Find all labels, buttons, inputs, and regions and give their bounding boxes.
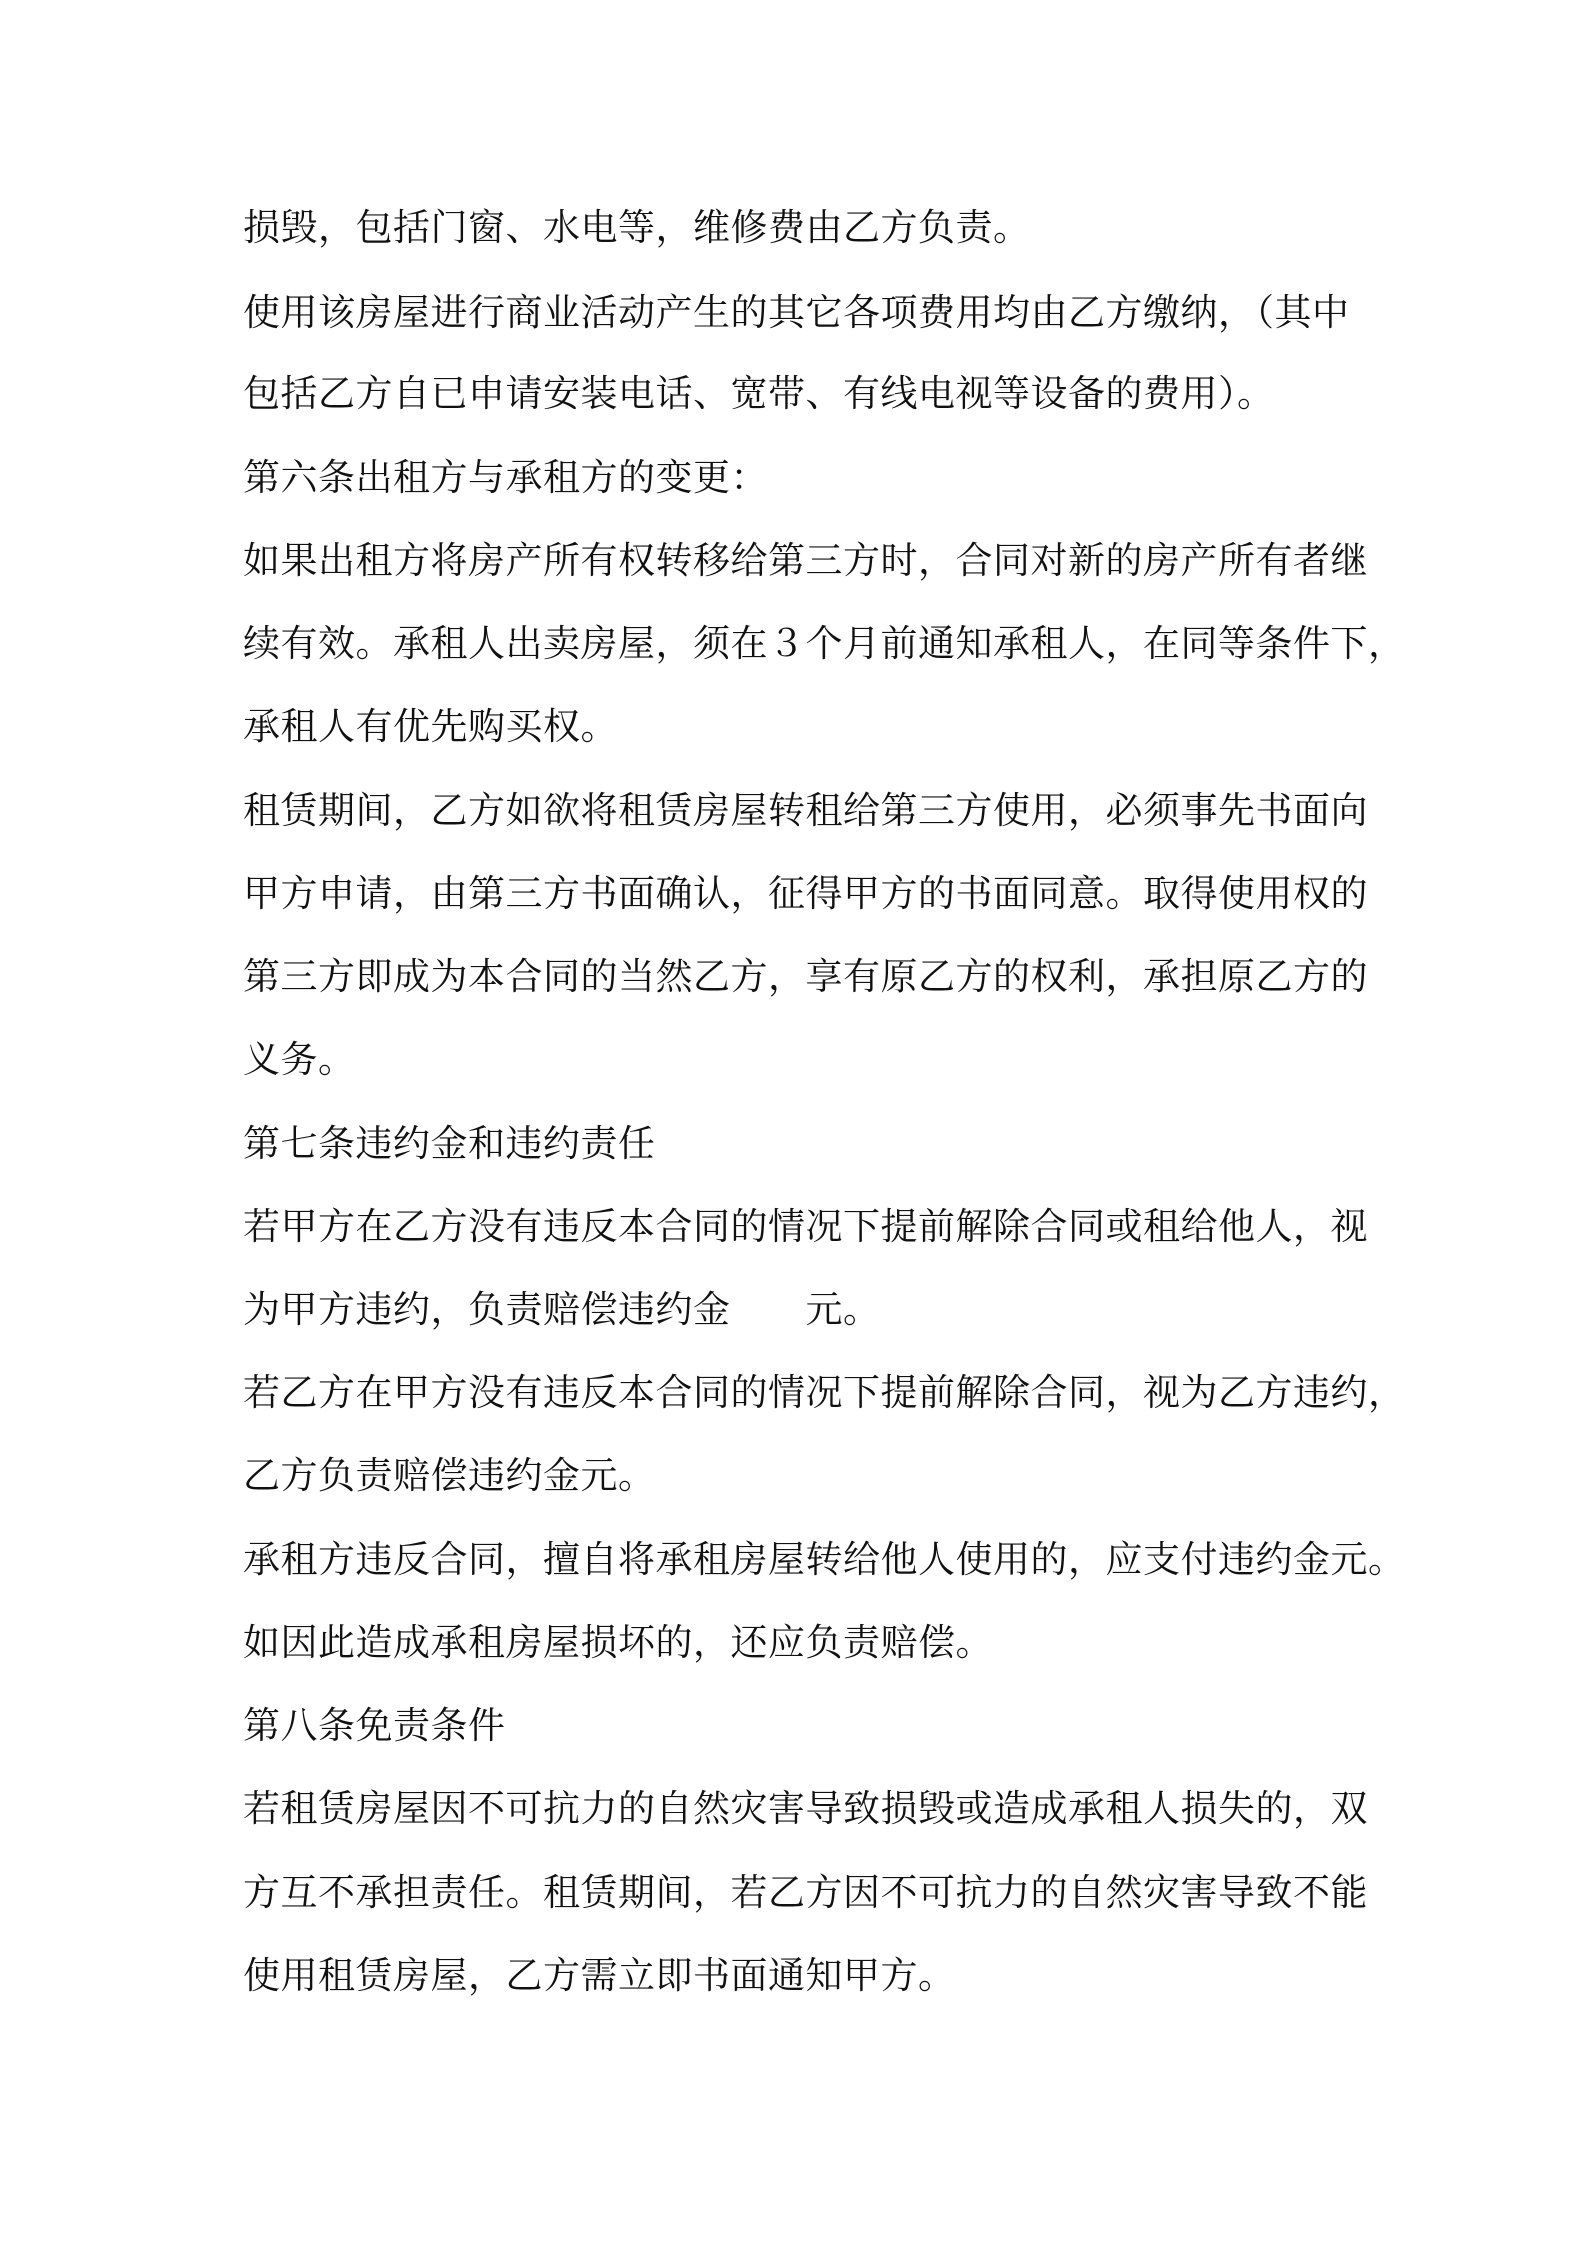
text-line: 若甲方在乙方没有违反本合同的情况下提前解除合同或租给他人，视 xyxy=(243,1205,1368,1248)
text-line: 为甲方违约，负责赔偿违约金 元。 xyxy=(243,1288,881,1331)
section-heading: 第六条出租方与承租方的变更： xyxy=(243,456,768,499)
text-line: 若乙方在甲方没有违反本合同的情况下提前解除合同，视为乙方违约， xyxy=(243,1371,1406,1414)
text-line: 使用该房屋进行商业活动产生的其它各项费用均由乙方缴纳，（其中 xyxy=(243,291,1350,334)
text-line: 使用租赁房屋，乙方需立即书面通知甲方。 xyxy=(243,1954,956,1997)
text-line: 甲方申请，由第三方书面确认，征得甲方的书面同意。取得使用权的 xyxy=(243,872,1368,915)
text-line: 承租方违反合同，擅自将承租房屋转给他人使用的，应支付违约金元。 xyxy=(243,1538,1406,1581)
text-line: 租赁期间，乙方如欲将租赁房屋转租给第三方使用，必须事先书面向 xyxy=(243,789,1368,832)
section-heading: 第八条免责条件 xyxy=(243,1704,506,1747)
text-line: 义务。 xyxy=(243,1038,356,1081)
text-line: 如果出租方将房产所有权转移给第三方时，合同对新的房产所有者继 xyxy=(243,539,1368,582)
text-line: 方互不承担责任。租赁期间，若乙方因不可抗力的自然灾害导致不能 xyxy=(243,1871,1368,1914)
text-line: 损毁，包括门窗、水电等，维修费由乙方负责。 xyxy=(243,206,1031,249)
text-line: 如因此造成承租房屋损坏的，还应负责赔偿。 xyxy=(243,1621,993,1664)
text-line: 续有效。承租人出卖房屋，须在３个月前通知承租人，在同等条件下， xyxy=(243,622,1406,665)
text-line: 若租赁房屋因不可抗力的自然灾害导致损毁或造成承租人损失的，双 xyxy=(243,1787,1368,1830)
text-line: 承租人有优先购买权。 xyxy=(243,705,618,748)
section-heading: 第七条违约金和违约责任 xyxy=(243,1122,656,1165)
text-line: 包括乙方自已申请安装电话、宽带、有线电视等设备的费用）。 xyxy=(243,372,1275,415)
text-line: 乙方负责赔偿违约金元。 xyxy=(243,1454,656,1497)
text-line: 第三方即成为本合同的当然乙方，享有原乙方的权利，承担原乙方的 xyxy=(243,955,1368,998)
